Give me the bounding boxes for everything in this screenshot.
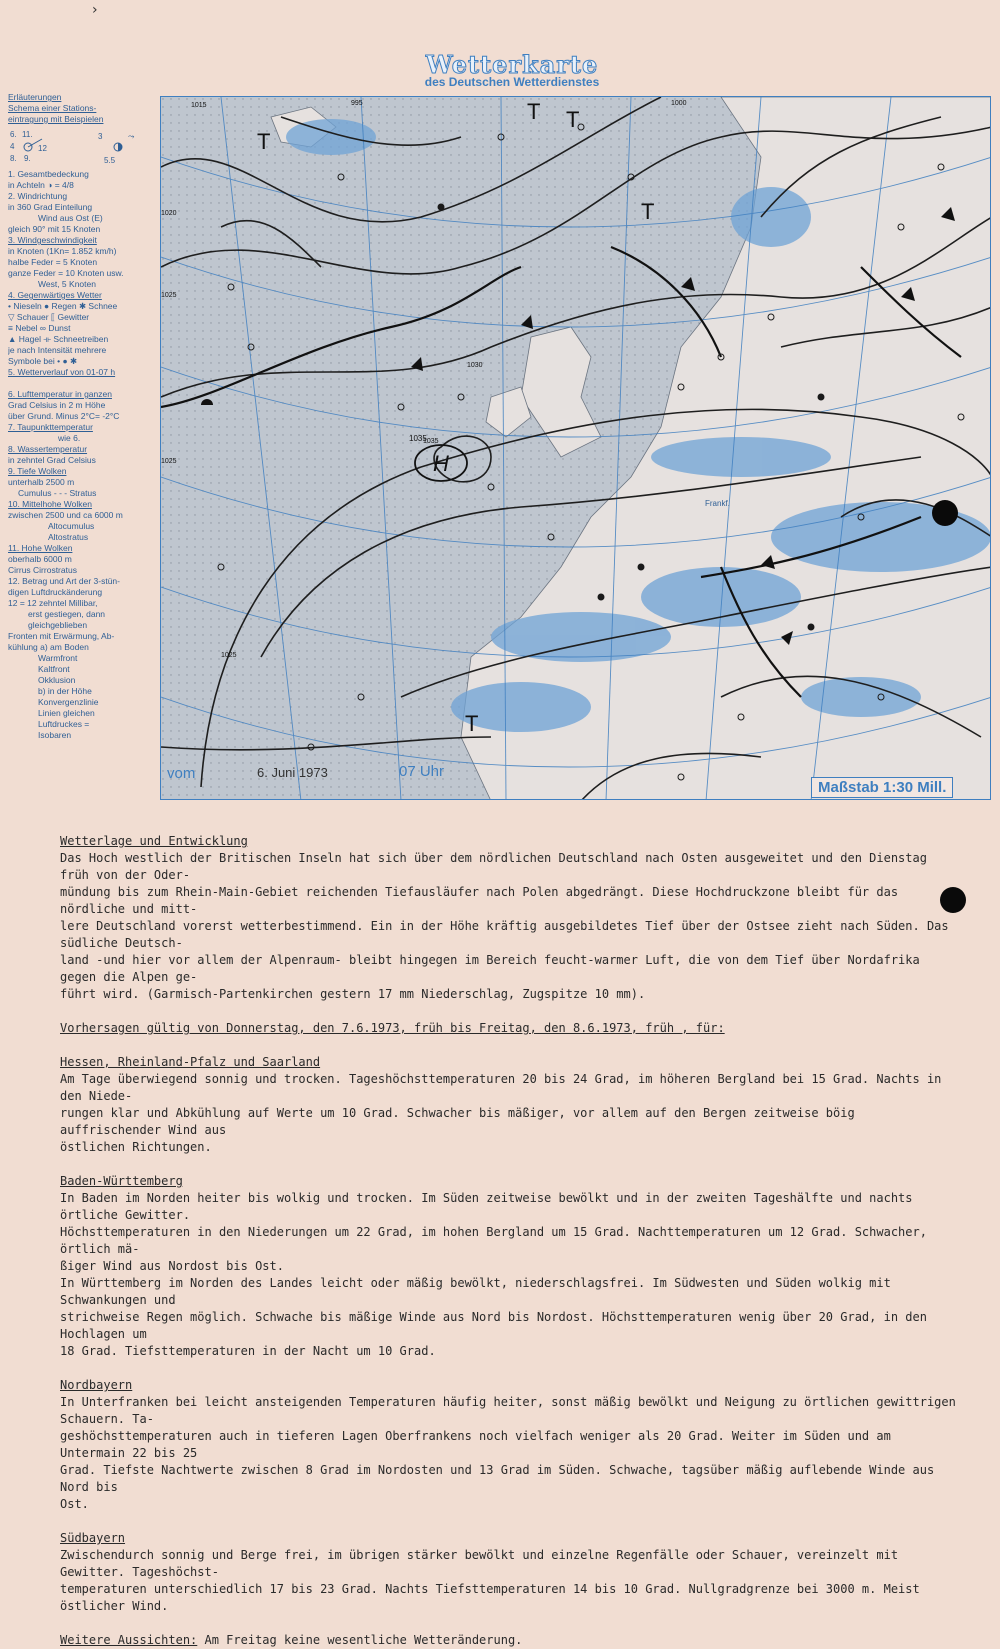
- legend-line: erst gestiegen, dann: [28, 609, 106, 619]
- legend-line: oberhalb 6000 m: [8, 554, 72, 564]
- low-pressure-label: T: [257, 129, 271, 154]
- svg-text:6.: 6.: [10, 130, 17, 139]
- legend-line: Kaltfront: [38, 664, 70, 674]
- svg-text:8.: 8.: [10, 154, 17, 163]
- isobar-label: 995: [351, 100, 363, 107]
- legend-line: 7. Taupunkttemperatur: [8, 422, 93, 432]
- text-line: strichweise Regen möglich. Schwache bis mäßige Winde aus Nord bis Nordost. Höchsttemperaturen wenig über 20 Grad, in den Hochlagen um: [60, 1310, 927, 1341]
- legend-line: 5. Wetterverlauf von 01-07 h: [8, 367, 116, 377]
- legend-line: kühlung a) am Boden: [8, 642, 89, 652]
- text-line: Am Tage überwiegend sonnig und trocken. Tageshöchsttemperaturen 20 bis 24 Grad, im höheren Bergland bei 15 Grad. Nachts in den Niede-: [60, 1072, 942, 1103]
- legend-line: wie 6.: [58, 433, 81, 443]
- svg-text:9.: 9.: [24, 154, 31, 163]
- legend-line: 3. Windgeschwindigkeit: [8, 235, 97, 245]
- legend-line: Linien gleichen: [38, 708, 95, 718]
- text-line: führt wird. (Garmisch-Partenkirchen gestern 17 mm Niederschlag, Zugspitze 10 mm).: [60, 987, 646, 1001]
- isobar-label: 1000: [671, 100, 687, 107]
- low-pressure-label: T: [527, 99, 541, 124]
- map-title: Wetterkarte: [425, 50, 599, 79]
- section-heading: Baden-Württemberg: [60, 1174, 183, 1188]
- section-heading: Wetterlage und Entwicklung: [60, 834, 248, 848]
- text-line: geshöchsttemperaturen auch in tieferen Lagen Oberfrankens noch vielfach weniger als 20 Grad. Weiter im Süden und am Untermain 22 bis 25: [60, 1429, 891, 1460]
- legend-line: Grad Celsius in 2 m Höhe: [8, 400, 106, 410]
- svg-text:11.: 11.: [22, 130, 33, 139]
- text-line: land -und hier vor allem der Alpenraum- bleibt hingegen im Bereich feucht-warmer Luft, die von dem Tief über Nordafrika gegen die Alpen ge-: [60, 953, 920, 984]
- legend-line: 11. Hohe Wolken: [8, 543, 73, 553]
- legend-line: • Nieseln ● Regen ✱ Schnee: [8, 301, 118, 311]
- legend-line: je nach Intensität mehrere: [8, 345, 107, 355]
- text-line: Ost.: [60, 1497, 89, 1511]
- isobar-label: 1025: [221, 652, 237, 659]
- map-date: 6. Juni 1973: [257, 765, 328, 780]
- legend-line: Fronten mit Erwärmung, Ab-: [8, 631, 115, 641]
- legend-line: 8. Wassertemperatur: [8, 444, 88, 454]
- legend-line: eintragung mit Beispielen: [8, 114, 104, 124]
- text-line: temperaturen unterschiedlich 17 bis 23 Grad. Nachts Tiefsttemperaturen 14 bis 10 Grad. Nullgradgrenze bei 3000 m. Meist östlicher Wind.: [60, 1582, 920, 1613]
- text-line: lere Deutschland vorerst wetterbestimmend. Ein in der Höhe kräftig ausgebildetes Tief über der Ostsee zieht nach Süden. Das südliche Deutsch-: [60, 919, 949, 950]
- forecast-validity: Vorhersagen gültig von Donnerstag, den 7.6.1973, früh bis Freitag, den 8.6.1973, früh , für:: [60, 1021, 725, 1035]
- text-line: In Baden im Norden heiter bis wolkig und trocken. Im Süden zeitweise bewölkt und in der zweiten Tageshälfte und nachts örtliche Gewitter.: [60, 1191, 913, 1222]
- legend-line: 10. Mittelhohe Wolken: [8, 499, 92, 509]
- legend-line: Schema einer Stations-: [8, 103, 97, 113]
- legend-line: Altocumulus: [48, 521, 95, 531]
- forecast-text: [60, 833, 960, 1649]
- legend-line: in zehntel Grad Celsius: [8, 455, 96, 465]
- legend-line: 4. Gegenwärtiges Wetter: [8, 290, 102, 300]
- text-line: In Württemberg im Norden des Landes leicht oder mäßig bewölkt, niederschlagsfrei. Im Südwesten und Süden wolkig mit Schwankungen und: [60, 1276, 891, 1307]
- outlook-text: Am Freitag keine wesentliche Wetteränderung.: [197, 1633, 523, 1647]
- legend-line: 12 = 12 zehntel Millibar,: [8, 598, 98, 608]
- legend-line: Okklusion: [38, 675, 76, 685]
- legend-line: über Grund. Minus 2°C= -2°C: [8, 411, 120, 421]
- svg-text:3: 3: [98, 132, 103, 141]
- legend-line: ≡ Nebel ∞ Dunst: [8, 323, 71, 333]
- legend-spacer: [8, 378, 158, 389]
- text-line: Das Hoch westlich der Britischen Inseln hat sich über dem nördlichen Deutschland nach Osten ausgeweitet und den Dienstag früh von der Oder-: [60, 851, 927, 882]
- text-line: ßiger Wind aus Nordost bis Ost.: [60, 1259, 284, 1273]
- legend-line: halbe Feder = 5 Knoten: [8, 257, 98, 267]
- frankfurt-label: Frankf.: [705, 499, 730, 508]
- text-line: Höchsttemperaturen in den Niederungen um 22 Grad, im hohen Bergland um 15 Grad. Nachttemperaturen um 12 Grad. Schwacher, örtlich mä-: [60, 1225, 927, 1256]
- legend-line: 6. Lufttemperatur in ganzen: [8, 389, 112, 399]
- map-graphics: [161, 97, 991, 800]
- legend-line: ganze Feder = 10 Knoten usw.: [8, 268, 124, 278]
- legend-line: Konvergenzlinie: [38, 697, 99, 707]
- legend-line: Cumulus - - - Stratus: [18, 488, 97, 498]
- legend-line: Altostratus: [48, 532, 89, 542]
- legend-line: in Knoten (1Kn= 1.852 km/h): [8, 246, 117, 256]
- legend-line: 1. Gesamtbedeckung: [8, 169, 89, 179]
- legend-line: 2. Windrichtung: [8, 191, 68, 201]
- legend-line: zwischen 2500 und ca 6000 m: [8, 510, 123, 520]
- legend-line: gleich 90° mit 15 Knoten: [8, 224, 101, 234]
- section-heading: Hessen, Rheinland-Pfalz und Saarland: [60, 1055, 321, 1069]
- legend-line: Luftdruckes =: [38, 719, 90, 729]
- punch-hole: [932, 500, 958, 526]
- legend-line: unterhalb 2500 m: [8, 477, 75, 487]
- legend-panel: [8, 92, 158, 741]
- pressure-center-value: 1035: [409, 434, 427, 443]
- isobar-label: 1030: [467, 362, 483, 369]
- svg-text:⤳: ⤳: [128, 132, 135, 141]
- legend-line: Warmfront: [38, 653, 78, 663]
- map-subtitle: des Deutschen Wetterdienstes: [424, 75, 600, 89]
- isobar-label: 1035: [423, 438, 439, 445]
- isobar-label: 1015: [191, 102, 207, 109]
- text-line: In Unterfranken bei leicht ansteigenden Temperaturen häufig heiter, sonst mäßig bewölkt und Neigung zu örtlichen gewittrigen Schauern. Ta-: [60, 1395, 956, 1426]
- section-heading: Nordbayern: [60, 1378, 133, 1392]
- map-time: 07 Uhr: [399, 763, 445, 780]
- legend-line: in 360 Grad Einteilung: [8, 202, 93, 212]
- text-line: mündung bis zum Rhein-Main-Gebiet reichenden Tiefausläufer nach Polen abgedrängt. Diese Hochdruckzone bleibt für das nördliche und mitt-: [60, 885, 899, 916]
- legend-line: 9. Tiefe Wolken: [8, 466, 67, 476]
- text-line: Grad. Tiefste Nachtwerte zwischen 8 Grad im Nordosten und 13 Grad im Süden. Schwache, tagsüber mäßig auflebende Winde aus Nord bis: [60, 1463, 935, 1494]
- legend-line: Symbole bei • ● ✱: [8, 356, 78, 366]
- high-pressure-label: H: [433, 451, 449, 476]
- legend-line: b) in der Höhe: [38, 686, 92, 696]
- text-line: 18 Grad. Tiefsttemperaturen in der Nacht um 10 Grad.: [60, 1344, 436, 1358]
- legend-title: Erläuterungen: [8, 92, 62, 102]
- legend-line: West, 5 Knoten: [38, 279, 96, 289]
- station-schema-diagram: [8, 127, 158, 167]
- low-pressure-label: T: [566, 107, 580, 132]
- legend-line: Wind aus Ost (E): [38, 213, 103, 223]
- isobar-label: 1020: [161, 210, 177, 217]
- legend-line: gleichgeblieben: [28, 620, 88, 630]
- weather-map: [160, 96, 991, 800]
- text-line: Zwischendurch sonnig und Berge frei, im übrigen stärker bewölkt und einzelne Regenfälle oder Schauer, vereinzelt mit Gewitter. Tageshöchst-: [60, 1548, 899, 1579]
- legend-line: ▲ Hagel ⟛ Schneetreiben: [8, 334, 109, 344]
- low-pressure-label: T: [641, 199, 655, 224]
- text-line: östlichen Richtungen.: [60, 1140, 212, 1154]
- outlook-label: Weitere Aussichten:: [60, 1633, 198, 1647]
- isobar-label: 1025: [161, 292, 177, 299]
- date-prefix: vom: [167, 765, 196, 782]
- page-mark: ›: [92, 2, 98, 18]
- svg-text:12: 12: [38, 144, 47, 153]
- map-scale: Maßstab 1:30 Mill.: [811, 777, 953, 798]
- svg-text:5.5: 5.5: [104, 156, 116, 165]
- legend-line: 12. Betrag und Art der 3-stün-: [8, 576, 120, 586]
- isobar-label: 1025: [161, 458, 177, 465]
- svg-text:4: 4: [10, 142, 15, 151]
- legend-line: Cirrus Cirrostratus: [8, 565, 77, 575]
- legend-line: digen Luftdruckänderung: [8, 587, 103, 597]
- legend-line: ▽ Schauer ⟦ Gewitter: [8, 312, 90, 322]
- low-pressure-label: T: [465, 711, 479, 736]
- legend-line: Isobaren: [38, 730, 72, 740]
- outlook-line: [60, 1632, 960, 1649]
- legend-line: in Achteln ◑ = 4/8: [8, 180, 74, 190]
- text-line: rungen klar und Abkühlung auf Werte um 10 Grad. Schwacher bis mäßiger, vor allem auf den Bergen zeitweise böig auffrischender Wind aus: [60, 1106, 855, 1137]
- section-heading: Südbayern: [60, 1531, 126, 1545]
